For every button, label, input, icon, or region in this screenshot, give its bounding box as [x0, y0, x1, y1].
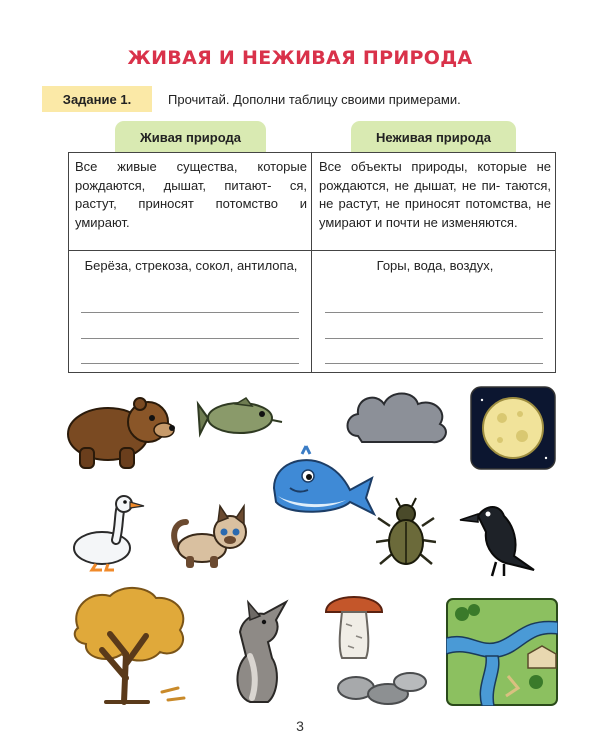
page-number: 3: [296, 718, 304, 734]
definition-nonliving: Все объекты природы, которые не рождаются, не дышат, не пи- таются, не растут, не приносят потомства, не умирают и почти не изменяются.: [319, 159, 551, 230]
writing-line[interactable]: [81, 312, 299, 313]
writing-line[interactable]: [325, 363, 543, 364]
cat-icon: [166, 492, 254, 572]
examples-nonliving: Горы, вода, воздух,: [376, 258, 494, 273]
goose-icon: [68, 494, 146, 572]
table-row-divider: [69, 250, 555, 251]
page-title: ЖИВАЯ И НЕЖИВАЯ ПРИРОДА: [127, 47, 473, 69]
beetle-icon: [376, 496, 436, 568]
task-row: [42, 86, 461, 112]
examples-living: Берёза, стрекоза, сокол, антилопа,: [84, 258, 298, 273]
header-nonliving-nature: Неживая природа: [351, 121, 516, 153]
crow-icon: [456, 496, 546, 578]
cloud-icon: [342, 386, 454, 448]
table-column-divider: [311, 153, 312, 372]
task-instruction: Прочитай. Дополни таблицу своими примерами.: [168, 91, 461, 107]
writing-line[interactable]: [81, 338, 299, 339]
map-landscape-icon: [446, 598, 558, 706]
writing-line[interactable]: [81, 363, 299, 364]
moon-icon: [470, 386, 556, 470]
header-living-nature: Живая природа: [115, 121, 266, 153]
definition-living: Все живые существа, которые рождаются, дышат, питают- ся, растут, приносят потомство и умирают.: [75, 159, 307, 230]
writing-line[interactable]: [325, 338, 543, 339]
stones-icon: [336, 670, 430, 706]
tree-icon: [66, 584, 194, 706]
fish-icon: [196, 396, 288, 444]
writing-line[interactable]: [325, 312, 543, 313]
mushroom-icon: [322, 584, 386, 662]
wolf-icon: [220, 598, 296, 706]
bear-icon: [62, 390, 180, 472]
task-label: Задание 1.: [42, 86, 152, 112]
whale-icon: [268, 440, 378, 522]
nature-table: [68, 152, 556, 373]
